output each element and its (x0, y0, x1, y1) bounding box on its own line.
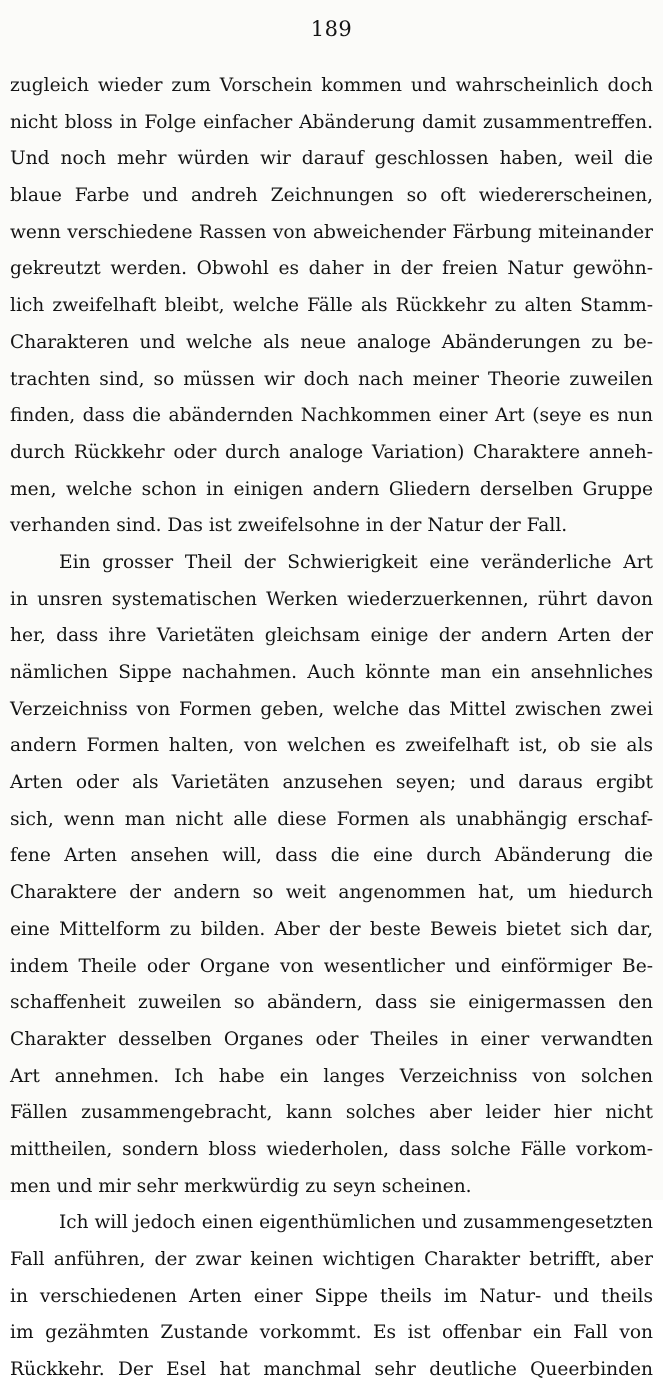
text-line: Arten oder als Varietäten anzusehen seyen; und daraus ergibt (10, 772, 653, 794)
text-line: her, dass ihre Varietäten gleichsam einige der andern Arten der (10, 625, 653, 647)
text-line: finden, dass die abändernden Nachkommen einer Art (seye es nun (10, 405, 653, 427)
text-line: im gezähmten Zustande vorkommt. Es ist offenbar ein Fall von (10, 1322, 653, 1344)
body-text (10, 68, 653, 1389)
text-line: mittheilen, sondern bloss wiederholen, dass solche Fälle vorkom- (10, 1138, 653, 1160)
text-line: schaffenheit zuweilen so abändern, dass sie einigermassen den (10, 992, 653, 1014)
text-line: andern Formen halten, von welchen es zweifelhaft ist, ob sie als (10, 735, 653, 757)
text-line: Rückkehr. Der Esel hat manchmal sehr deutliche Queerbinden (10, 1359, 653, 1381)
text-line: nämlichen Sippe nachahmen. Auch könnte man ein ansehnliches (10, 662, 653, 683)
text-line: in unsren systematischen Werken wiederzuerkennen, rührt davon (10, 588, 653, 610)
text-line: fene Arten ansehen will, dass die eine durch Abänderung die (10, 845, 653, 867)
text-line: blaue Farbe und andreh Zeichnungen so oft wiedererscheinen, (10, 185, 653, 207)
text-line: in verschiedenen Arten einer Sippe theils im Natur- und theils (10, 1285, 653, 1307)
text-line: indem Theile oder Organe von wesentlicher und einförmiger Be- (10, 955, 653, 977)
text-line: men, welche schon in einigen andern Gliedern derselben Gruppe (10, 478, 653, 500)
text-line: Fall anführen, der zwar keinen wichtigen Charakter betrifft, aber (10, 1249, 653, 1270)
text-line: Charakteren und welche als neue analoge Abänderungen zu be- (10, 331, 653, 353)
text-line: zugleich wieder zum Vorschein kommen und wahrscheinlich doch (10, 75, 653, 96)
text-line: Ich will jedoch einen eigenthümlichen und zusammengesetzten (59, 1212, 653, 1234)
text-line: Ein grosser Theil der Schwierigkeit eine veränderliche Art (59, 551, 653, 573)
text-line: Und noch mehr würden wir darauf geschlossen haben, weil die (10, 148, 653, 170)
text-line: durch Rückkehr oder durch analoge Variation) Charaktere anneh- (10, 441, 653, 463)
text-line: gekreutzt werden. Obwohl es daher in der freien Natur gewöhn- (10, 258, 653, 280)
text-line: trachten sind, so müssen wir doch nach meiner Theorie zuweilen (10, 368, 653, 390)
text-line: wenn verschiedene Rassen von abweichender Färbung miteinander (10, 221, 653, 243)
text-line: Charaktere der andern so weit angenommen hat, um hiedurch (10, 882, 653, 904)
text-line: lich zweifelhaft bleibt, welche Fälle als Rückkehr zu alten Stamm- (10, 295, 653, 317)
text-line: sich, wenn man nicht alle diese Formen als unabhängig erschaf- (10, 808, 653, 830)
text-line: verhanden sind. Das ist zweifelsohne in der Natur der Fall. (10, 515, 568, 537)
text-line: Charakter desselben Organes oder Theiles in einer verwandten (10, 1028, 653, 1050)
text-line: Fällen zusammengebracht, kann solches aber leider hier nicht (10, 1102, 653, 1124)
text-line: Verzeichniss von Formen geben, welche das Mittel zwischen zwei (10, 698, 653, 720)
text-line: Art annehmen. Ich habe ein langes Verzeichniss von solchen (10, 1065, 653, 1087)
text-line: men und mir sehr merkwürdig zu seyn scheinen. (10, 1175, 472, 1197)
page-number: 189 (310, 17, 353, 41)
text-line: eine Mittelform zu bilden. Aber der beste Beweis bietet sich dar, (10, 918, 653, 940)
text-line: nicht bloss in Folge einfacher Abänderung damit zusammentreffen. (10, 111, 653, 133)
